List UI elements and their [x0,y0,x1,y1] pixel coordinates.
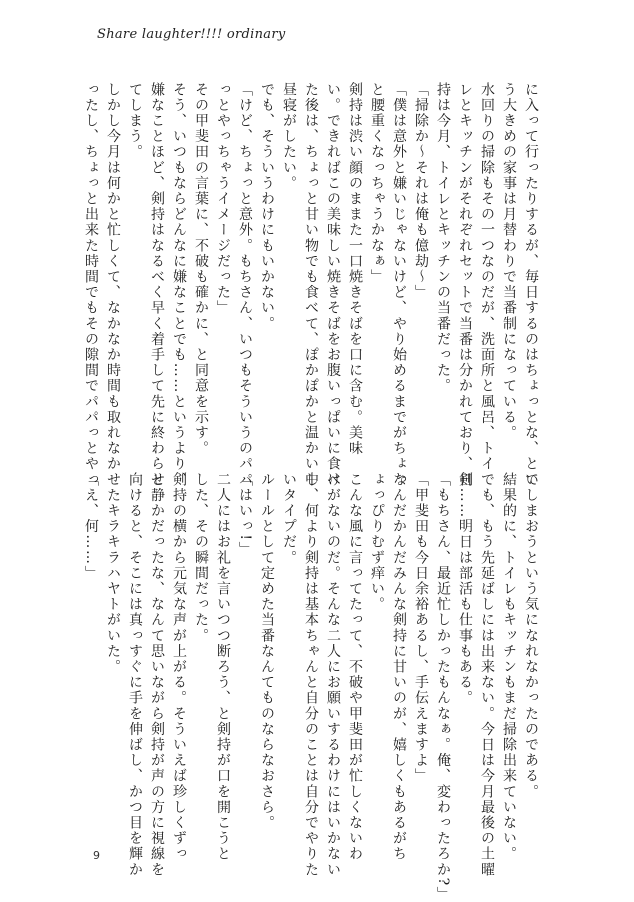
text-line: に入って行ったりするが、毎日するのはちょっとな、とい [523,82,539,488]
running-header: Share laughter!!!! ordinary [97,27,286,42]
text-line: 「僕は意外と嫌いじゃないけど、やり始めるまでがちょっ [391,82,407,488]
text-line: ったし、ちょっと出来た時間でもその隙間でパパっとやっ [83,82,99,488]
text-line: 「もちさん、最近忙しかったもんなぁ。俺、変わったろか?」 [435,472,451,902]
text-line: と腰重くなっちゃうかなぁ」 [369,82,385,285]
text-line: 剣持の横から元気な声が上がる。そういえば珍しくずっ [171,472,187,862]
text-line: 向けると、そこには真っすぐに手を伸ばし、かつ目を輝か [127,472,143,878]
text-line: ルールとして定めた当番なんてものならなおさら。 [259,472,275,831]
text-line: 持は今月、トイレとキッチンの当番だった。 [435,82,451,394]
text-line: なんだかんだみんな剣持に甘いのが、嬉しくもあるがち [391,472,407,862]
text-line: 嫌なことほど、剣持はなるべく早く着手して先に終わらせ [149,82,165,488]
text-line: てしまう。 [127,82,143,160]
text-line: レとキッチンがそれぞれセットで当番は分かれており、剣 [457,82,473,488]
text-line: し、何より剣持は基本ちゃんと自分のことは自分でやりた [303,472,319,878]
text-line: 日……明日は部活も仕事もある。 [457,472,473,706]
text-line: 「甲斐田も今日余裕あるし、手伝えますよ」 [413,472,429,784]
text-line: っとやっちゃうイメージだった」 [215,82,231,316]
text-line: 「掃除か〜それは俺も億劫〜」 [413,82,429,301]
text-line: ょっぴりむず痒い。 [369,472,385,613]
upper-text-block [80,82,542,488]
text-line: その甲斐田の言葉に、不破も確かに、と同意を示す。 [193,82,209,457]
lower-text-block [80,472,542,902]
text-line: けがないのだ。そんな二人にお願いするわけにはいかない [325,472,341,878]
text-line: そう、いつもならどんなに嫌なことでも……というより、 [171,82,187,488]
text-line: い。できればこの美味しい焼きそばをお腹いっぱいに食べ [325,82,341,488]
text-line: 結果的に、トイレもキッチンもまだ掃除出来ていない。 [501,472,517,862]
text-line: てしまおうという気になれなかったのである。 [523,472,539,800]
text-line: こんな風に言ってたって、不破や甲斐田が忙しくないわ [347,472,363,862]
text-line: た後は、ちょっと甘い物でも食べて、ぽかぽかと温かい中 [303,82,319,488]
text-line: 昼寝がしたい。 [281,82,297,192]
text-line: 二人にはお礼を言いつつ断ろう、と剣持が口を開こうと [215,472,231,862]
text-line: う大きめの家事は月替わりで当番制になっている。 [501,82,517,441]
text-line: 水回りの掃除もその一つなのだが、洗面所と風呂、トイ [479,82,495,472]
text-line: した、その瞬間だった。 [193,472,209,644]
text-line: いタイプだ。 [281,472,297,566]
text-line: でも、そういうわけにもいかない。 [259,82,275,332]
page-number: 9 [93,849,100,862]
text-line: と静かだったな、なんて思いながら剣持が声の方に視線を [149,472,165,878]
text-line: 「え、何……」 [83,472,99,582]
text-line: 「けど、ちょっと意外。もちさん、いつもそういうのパパ [237,82,253,488]
text-line: しかし今月は何かと忙しくて、なかなか時間も取れなか [105,82,121,472]
text-line: 「はいっ!」 [237,472,253,558]
text-line: せたキラキラハヤトがいた。 [105,472,121,675]
text-line: でも、もう先延ばしには出来ない。今日は今月最後の土曜 [479,472,495,878]
text-line: 剣持は渋い顔のままた一口焼きそばを口に含む。美味 [347,82,363,457]
